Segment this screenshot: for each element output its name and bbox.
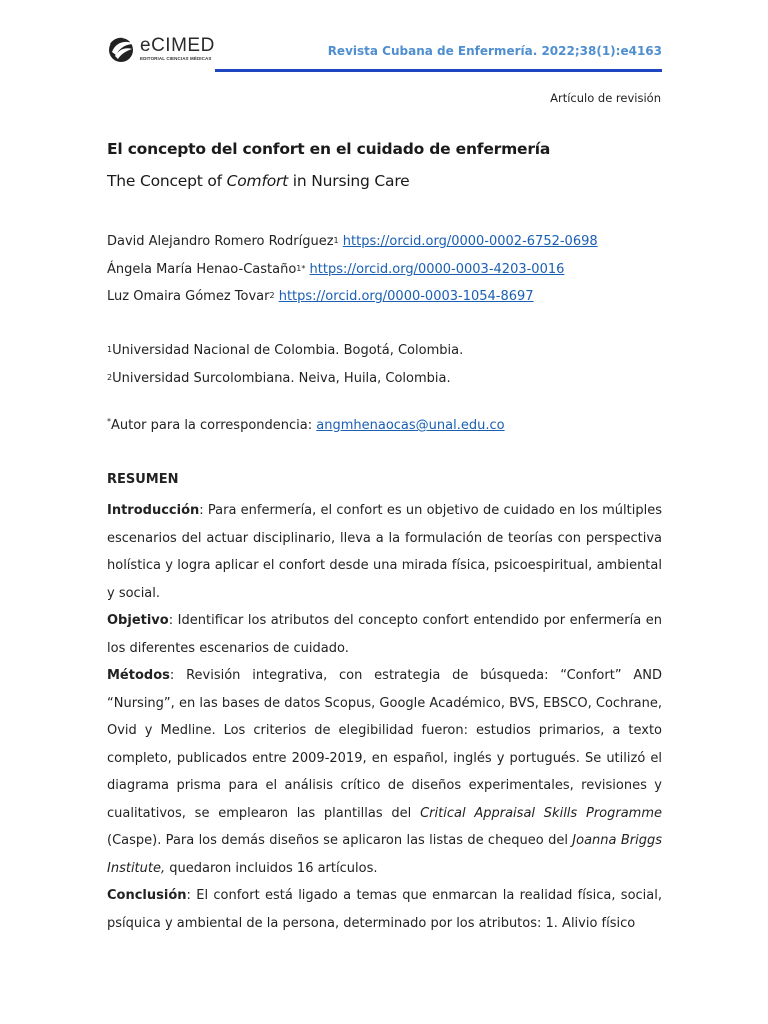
author-list xyxy=(107,228,598,311)
logo-name: eCIMED xyxy=(140,35,215,56)
metodos-text: (Caspe). Para los demás diseños se aplicaron las listas de chequeo del xyxy=(107,833,573,848)
author-line xyxy=(107,283,598,311)
conclusion-text: : El confort está ligado a temas que enmarcan la realidad física, social, psíquica y ambiental de la persona, determinado por los atributos: 1. Alivio físico xyxy=(107,888,662,931)
orcid-link[interactable]: https://orcid.org/0000-0003-4203-0016 xyxy=(309,261,565,277)
correspondence-email-link[interactable]: angmhenaocas@unal.edu.co xyxy=(316,418,505,433)
ecimed-leaf-icon xyxy=(107,35,137,63)
correspondence-label: Autor para la correspondencia: xyxy=(111,418,317,433)
title-english xyxy=(107,172,410,190)
author-line xyxy=(107,228,598,256)
title-english-after: in Nursing Care xyxy=(288,172,410,190)
affiliation-line xyxy=(107,337,463,365)
abstract-body xyxy=(107,497,662,937)
conclusion-label: Conclusión xyxy=(107,888,187,903)
affiliation-superscript: 1 xyxy=(107,345,113,354)
metodos-emphasis: Critical Appraisal Skills Programme xyxy=(420,805,663,821)
abstract-introduccion xyxy=(107,497,662,607)
article-type: Artículo de revisión xyxy=(550,91,661,105)
header-rule xyxy=(215,69,662,72)
affiliations xyxy=(107,337,463,392)
author-name: David Alejandro Romero Rodríguez xyxy=(107,234,334,249)
objetivo-text: : Identificar los atributos del concepto confort entendido por enfermería en los diferentes escenarios de cuidado. xyxy=(107,613,662,656)
abstract-conclusion xyxy=(107,882,662,937)
orcid-link[interactable]: https://orcid.org/0000-0003-1054-8697 xyxy=(278,289,534,304)
affiliation-line xyxy=(107,365,463,393)
abstract-metodos xyxy=(107,662,662,882)
introduccion-label: Introducción xyxy=(107,503,200,518)
metodos-text: : Revisión integrativa, con estrategia de búsqueda: “Confort” AND “Nursing”, en las bases de datos Scopus, Google Académico, BVS, EBSCO, Cochrane, Ovid y Medline. Los criterios de elegibilidad fueron: estudios primarios, a texto completo, publicados entre 2009-2019, en español, inglés y portugués. Se utilizó el diagrama prisma para el análisis crítico de diseños experimentales, revisiones y cualitativos, se emplearon las plantillas del xyxy=(107,668,662,821)
correspondence-superscript: * xyxy=(107,417,111,426)
introduccion-text: : Para enfermería, el confort es un objetivo de cuidado en los múltiples escenarios del actuar disciplinario, lleva a la formulación de teorías con perspectiva holística y logra aplicar el confort desde una mirada física, psicoespiritual, ambiental y social. xyxy=(107,503,662,601)
abstract-objetivo xyxy=(107,607,662,662)
metodos-emphasis: Joanna Briggs Institute, xyxy=(107,833,662,876)
abstract-heading: RESUMEN xyxy=(107,472,179,487)
author-superscript: 2 xyxy=(269,291,275,300)
author-name: Luz Omaira Gómez Tovar xyxy=(107,289,270,304)
title-spanish: El concepto del confort en el cuidado de enfermería xyxy=(107,140,551,158)
page-header xyxy=(107,33,662,73)
logo-subtitle: EDITORIAL CIENCIAS MÉDICAS xyxy=(140,56,212,61)
correspondence-line xyxy=(107,418,505,433)
title-english-emphasis: Comfort xyxy=(226,172,289,190)
journal-reference: Revista Cubana de Enfermería. 2022;38(1):e4163 xyxy=(327,44,662,58)
metodos-label: Métodos xyxy=(107,668,170,683)
title-english-before: The Concept of xyxy=(107,172,227,190)
author-superscript: 1* xyxy=(296,263,306,273)
orcid-link[interactable]: https://orcid.org/0000-0002-6752-0698 xyxy=(342,234,598,249)
objetivo-label: Objetivo xyxy=(107,613,169,628)
ecimed-logo xyxy=(107,33,215,63)
affiliation-text: Universidad Nacional de Colombia. Bogotá, Colombia. xyxy=(112,343,464,358)
author-line xyxy=(107,256,598,284)
affiliation-superscript: 2 xyxy=(107,372,113,382)
author-superscript: 1 xyxy=(333,236,339,245)
affiliation-text: Universidad Surcolombiana. Neiva, Huila, Colombia. xyxy=(112,370,451,386)
metodos-text: quedaron incluidos 16 artículos. xyxy=(165,860,378,876)
author-name: Ángela María Henao-Castaño xyxy=(107,261,297,277)
